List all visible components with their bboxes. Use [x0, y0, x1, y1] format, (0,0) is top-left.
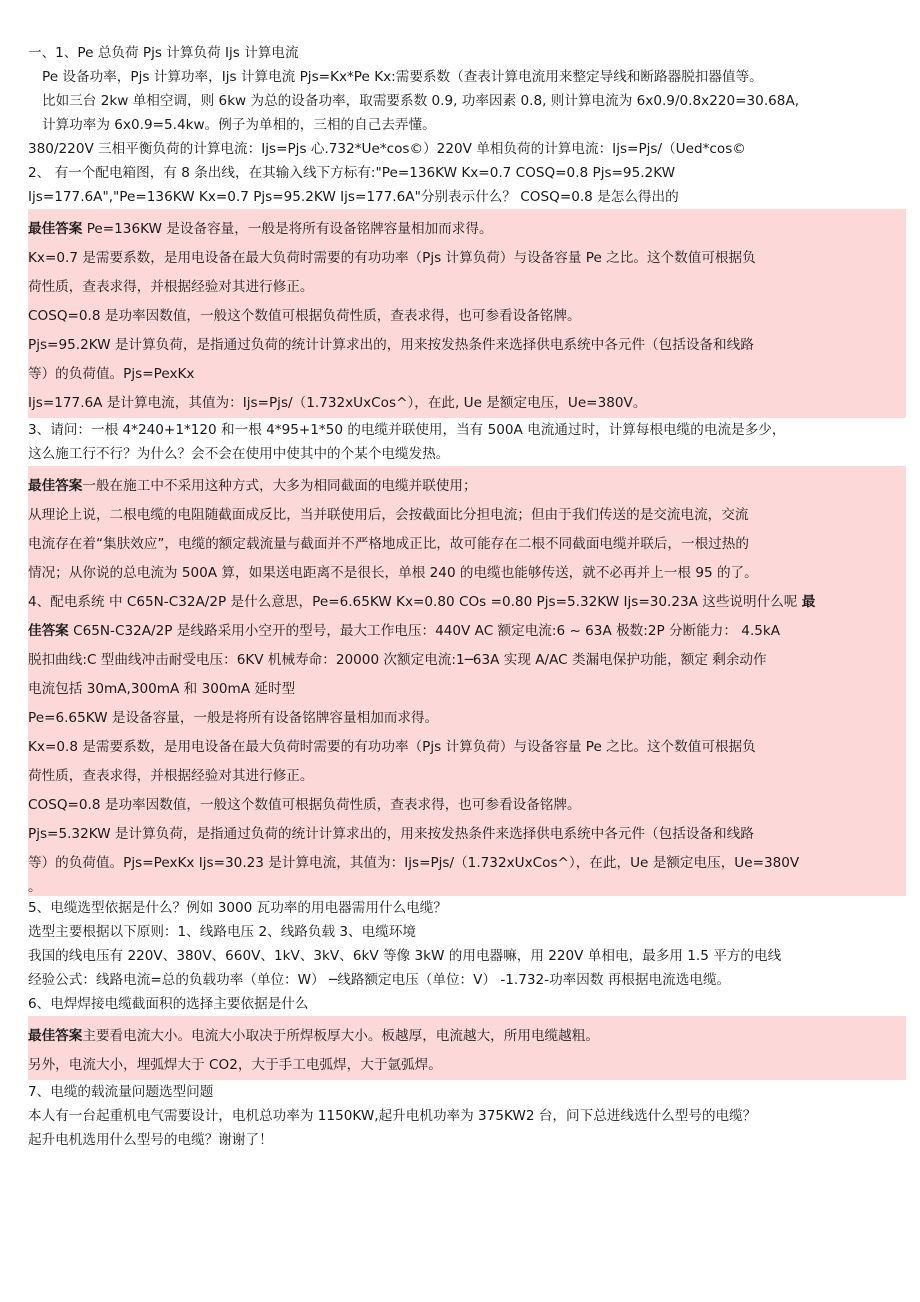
- text-line: 我国的线电压有 220V、380V、660V、1kV、3kV、6kV 等像 3kW 的用电器嘛，用 220V 单相电，最多用 1.5 平方的电线: [28, 948, 782, 964]
- answer-line: 等）的负荷值。Pjs=PexKx Ijs=30.23 是计算电流，其值为：Ijs=Pjs/（1.732xUxCos^），在此，Ue 是额定电压，Ue=380V: [28, 855, 800, 871]
- best-answer-label-part: 最: [801, 594, 816, 610]
- answer-line: [28, 617, 906, 646]
- answer-line: 从理论上说，二根电缆的电阻随截面成反比，当并联使用后，会按截面比分担电流；但由于我们传送的是交流电流，交流: [28, 507, 749, 523]
- answer-line: Pjs=5.32KW 是计算负荷，是指通过负荷的统计计算求出的，用来按发热条件来选择供电系统中各元件（包括设备和线路: [28, 826, 754, 842]
- question-line: 6、电焊焊接电缆截面积的选择主要依据是什么: [28, 996, 309, 1012]
- best-answer-label: 最佳答案: [28, 478, 83, 494]
- answer-line: Pjs=95.2KW 是计算负荷，是指通过负荷的统计计算求出的，用来按发热条件来选择供电系统中各元件（包括设备和线路: [28, 337, 754, 353]
- best-answer-label: 最佳答案: [28, 221, 83, 237]
- answer-line: Kx=0.7 是需要系数，是用电设备在最大负荷时需要的有功功率（Pjs 计算负荷）与设备容量 Pe 之比。这个数值可根据负: [28, 250, 756, 266]
- section-3: [28, 418, 906, 588]
- best-answer-block: [28, 209, 906, 418]
- best-answer-block: [28, 1016, 906, 1080]
- best-answer-label: 最佳答案: [28, 1028, 83, 1044]
- text-line: 本人有一台起重机电气需要设计，电机总功率为 1150KW,起升电机功率为 375KW2 台，问下总进线选什么型号的电缆？: [28, 1108, 757, 1124]
- answer-line: [28, 1022, 906, 1051]
- question-text: 4、配电系统 中 C65N-C32A/2P 是什么意思，Pe=6.65KW Kx=0.80 COs =0.80 Pjs=5.32KW Ijs=30.23A 这些说明什么呢: [28, 594, 802, 610]
- answer-line: [28, 215, 906, 244]
- answer-line: 荷性质，查表求得，并根据经验对其进行修正。: [28, 768, 314, 784]
- answer-line: 电流存在着“集肤效应”，电缆的额定载流量与截面并不严格地成正比，故可能存在二根不同截面电缆并联后，一根过热的: [28, 536, 749, 552]
- answer-line: COSQ=0.8 是功率因数值，一般这个数值可根据负荷性质，查表求得，也可参看设备铭牌。: [28, 308, 581, 324]
- answer-line: COSQ=0.8 是功率因数值，一般这个数值可根据负荷性质，查表求得，也可参看设备铭牌。: [28, 797, 581, 813]
- answer-text: C65N-C32A/2P 是线路采用小空开的型号，最大工作电压：440V AC 额定电流:6 ~ 63A 极数:2P 分断能力： 4.5kA: [68, 623, 781, 639]
- answer-text: 主要看电流大小。电流大小取决于所焊板厚大小。板越厚，电流越大，所用电缆越粗。: [82, 1028, 599, 1044]
- question-line: Ijs=177.6A","Pe=136KW Kx=0.7 Pjs=95.2KW Ijs=177.6A"分别表示什么？ COSQ=0.8 是怎么得出的: [28, 189, 679, 205]
- question-line: 3、请问：一根 4*240+1*120 和一根 4*95+1*50 的电缆并联使用，当有 500A 电流通过时，计算每根电缆的电流是多少，: [28, 422, 786, 438]
- answer-line: Ijs=177.6A 是计算电流，其值为：Ijs=Pjs/（1.732xUxCos^），在此, Ue 是额定电压，Ue=380V。: [28, 395, 647, 411]
- answer-line: 脱扣曲线:C 型曲线冲击耐受电压：6KV 机械寿命：20000 次额定电流:1─63A 实现 A/AC 类漏电保护功能，额定 剩余动作: [28, 652, 767, 668]
- answer-line: 荷性质，查表求得，并根据经验对其进行修正。: [28, 279, 314, 295]
- text-line: 380/220V 三相平衡负荷的计算电流：Ijs=Pjs 心.732*Ue*cos©）220V 单相负荷的计算电流：Ijs=Pjs/（Ued*cos©: [28, 141, 746, 157]
- section-7: [28, 1080, 906, 1152]
- question-line: 这么施工行不行？为什么？会不会在使用中使其中的个某个电缆发热。: [28, 446, 450, 462]
- question-line: [28, 588, 906, 617]
- section-4: [28, 588, 906, 896]
- text-line: 起升电机选用什么型号的电缆？谢谢了！: [28, 1132, 273, 1148]
- answer-text: Pe=136KW 是设备容量，一般是将所有设备铭牌容量相加而求得。: [82, 221, 493, 237]
- question-line: 5、电缆选型依据是什么？例如 3000 瓦功率的用电器需用什么电缆？: [28, 900, 447, 916]
- answer-line: 电流包括 30mA,300mA 和 300mA 延时型: [28, 681, 296, 697]
- answer-line: 另外，电流大小，埋弧焊大于 CO2，大于手工电弧焊，大于氩弧焊。: [28, 1057, 442, 1073]
- section-1: [28, 41, 906, 161]
- question-line: 2、 有一个配电箱图，有 8 条出线，在其输入线下方标有:"Pe=136KW Kx=0.7 COSQ=0.8 Pjs=95.2KW: [28, 165, 676, 181]
- text-line: 比如三台 2kw 单相空调，则 6kw 为总的设备功率，取需要系数 0.9, 功率因素 0.8, 则计算电流为 6x0.9/0.8x220=30.68A,: [42, 93, 800, 109]
- text-line: Pe 设备功率，Pjs 计算功率，Ijs 计算电流 Pjs=Kx*Pe Kx:需要系数（查表计算电流用来整定导线和断路器脱扣器值等。: [42, 69, 763, 85]
- best-answer-block: [28, 466, 906, 588]
- section-5: [28, 896, 906, 992]
- answer-line: 。: [28, 879, 42, 895]
- text-line: 经验公式：线路电流=总的负载功率（单位：W） ─线路额定电压（单位：V） -1.732-功率因数 再根据电流选电缆。: [28, 972, 731, 988]
- answer-line: [28, 472, 906, 501]
- question-line: 7、电缆的载流量问题选型问题: [28, 1084, 214, 1100]
- answer-line: 等）的负荷值。Pjs=PexKx: [28, 366, 195, 382]
- answer-line: Pe=6.65KW 是设备容量，一般是将所有设备铭牌容量相加而求得。: [28, 710, 439, 726]
- section-2: [28, 161, 906, 418]
- answer-line: Kx=0.8 是需要系数，是用电设备在最大负荷时需要的有功功率（Pjs 计算负荷）与设备容量 Pe 之比。这个数值可根据负: [28, 739, 756, 755]
- section-1-heading: 一、1、Pe 总负荷 Pjs 计算负荷 Ijs 计算电流: [28, 45, 299, 61]
- text-line: 计算功率为 6x0.9=5.4kw。例子为单相的，三相的自己去弄懂。: [42, 117, 436, 133]
- answer-line: 情况；从你说的总电流为 500A 算，如果送电距离不是很长，单根 240 的电缆也能够传送，就不必再并上一根 95 的了。: [28, 565, 758, 581]
- best-answer-label-part: 佳答案: [28, 623, 69, 639]
- document-page: [28, 41, 906, 1152]
- answer-text: 一般在施工中不采用这种方式，大多为相同截面的电缆并联使用；: [82, 478, 477, 494]
- text-line: 选型主要根据以下原则：1、线路电压 2、线路负载 3、电缆环境: [28, 924, 417, 940]
- section-6: [28, 992, 906, 1080]
